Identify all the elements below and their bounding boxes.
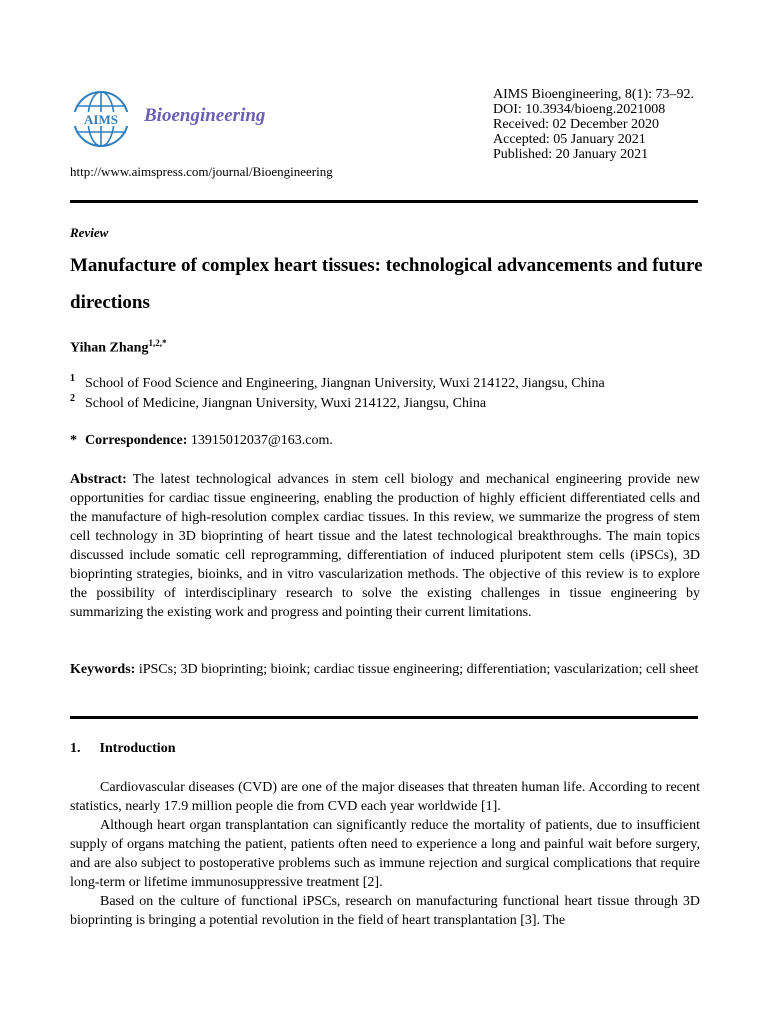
affiliation-text: School of Food Science and Engineering, Jiangnan University, Wuxi 214122, Jiangsu, China bbox=[85, 376, 605, 391]
body-paragraph: Although heart organ transplantation can significantly reduce the mortality of patients, due to insufficient supply of organs matching the patient, patients often need to experience a long and painful wait before surgery, and are also subject to postoperative problems such as immune rejection and surgical complications that require long-term or lifetime immunosuppressive treatment [2]. bbox=[70, 818, 700, 890]
body-paragraph: Cardiovascular diseases (CVD) are one of the major diseases that threaten human life. According to recent statistics, nearly 17.9 million people die from CVD each year worldwide [1]. bbox=[70, 780, 700, 814]
author bbox=[70, 338, 166, 357]
author-affiliation-marks: 1,2,* bbox=[148, 338, 167, 348]
affiliation-number: 2 bbox=[70, 393, 75, 404]
correspondence bbox=[70, 433, 333, 449]
keywords-text: iPSCs; 3D bioprinting; bioink; cardiac tissue engineering; differentiation; vascularization; cell sheet bbox=[138, 662, 699, 677]
published-date: Published: 20 January 2021 bbox=[493, 147, 649, 162]
abstract-divider bbox=[70, 716, 698, 719]
section-heading bbox=[70, 741, 175, 757]
abstract-label: Abstract: bbox=[70, 472, 127, 487]
correspondence-email[interactable]: 13915012037@163.com. bbox=[190, 433, 333, 448]
section-number: 1. bbox=[70, 741, 81, 756]
author-name: Yihan Zhang bbox=[70, 340, 149, 356]
logo-text: AIMS bbox=[84, 112, 118, 127]
header-divider bbox=[70, 200, 698, 203]
citation-line: AIMS Bioengineering, 8(1): 73–92. bbox=[493, 87, 695, 102]
journal-url-link[interactable]: http://www.aimspress.com/journal/Bioengineering bbox=[70, 164, 333, 179]
article-meta bbox=[493, 87, 694, 162]
keywords-label: Keywords: bbox=[70, 662, 136, 677]
accepted-date: Accepted: 05 January 2021 bbox=[493, 132, 646, 147]
correspondence-label: Correspondence: bbox=[85, 433, 188, 448]
article-title: Manufacture of complex heart tissues: technological advancements and future directions bbox=[70, 255, 703, 313]
affiliation-number: 1 bbox=[70, 373, 75, 384]
affiliation-text: School of Medicine, Jiangnan University, Wuxi 214122, Jiangsu, China bbox=[85, 396, 487, 411]
abstract bbox=[70, 470, 700, 622]
aims-globe-logo bbox=[70, 90, 132, 148]
body-text bbox=[70, 778, 700, 930]
section-title: Introduction bbox=[99, 741, 176, 756]
article-type: Review bbox=[70, 225, 109, 240]
correspondence-marker: * bbox=[70, 433, 77, 448]
keywords bbox=[70, 660, 700, 679]
abstract-text: The latest technological advances in stem cell biology and mechanical engineering provide new opportunities for cardiac tissue engineering, enabling the production of highly efficient differentiated cells and the manufacture of high-resolution complex cardiac tissues. In this review, we summarize the progress of stem cell technology in 3D bioprinting of heart tissue and the latest technological breakthroughs. The main topics discussed include somatic cell reprogramming, differentiation of induced pluripotent stem cells (iPSCs), 3D bioprinting strategies, bioinks, and in vitro vascularization methods. The objective of this review is to explore the possibility of interdisciplinary research to solve the existing challenges in tissue engineering by summarizing the existing work and progress and pointing their current limitations. bbox=[70, 472, 700, 620]
journal-name: Bioengineering bbox=[144, 105, 266, 126]
doi-line: DOI: 10.3934/bioeng.2021008 bbox=[493, 102, 666, 117]
body-paragraph: Based on the culture of functional iPSCs, research on manufacturing functional heart tissue through 3D bioprinting is bringing a potential revolution in the field of heart transplantation [3]. The bbox=[70, 894, 700, 928]
received-date: Received: 02 December 2020 bbox=[493, 117, 659, 132]
